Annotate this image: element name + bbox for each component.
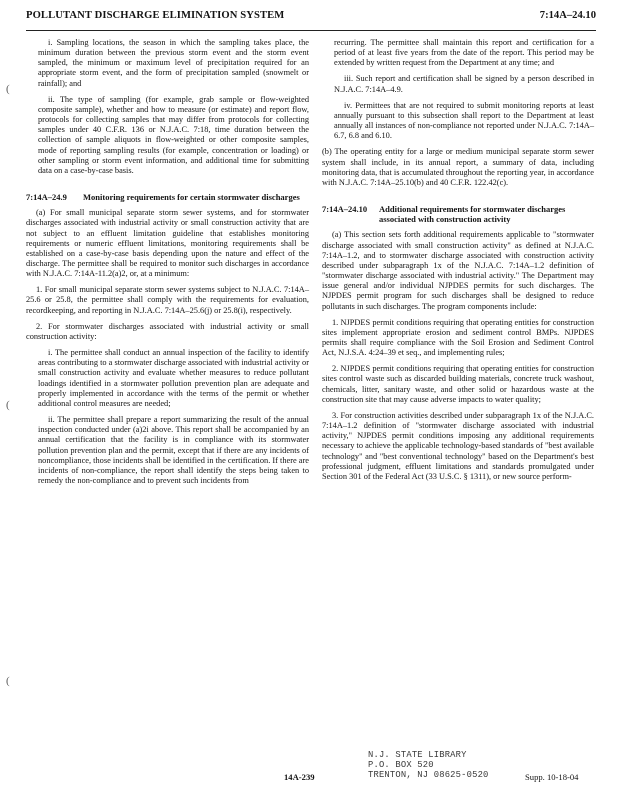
left-column: [26, 38, 309, 492]
paragraph-1: 1. NJPDES permit conditions requiring that operating entities for construction sites implement appropriate erosion and sediment control BMPs. NJPDES permits shall require compliance with the Soil Erosion and Sediment Control Act, N.J.S.A. 4:24–39 et seq., and implementing rules;: [322, 317, 594, 358]
margin-mark-icon: (: [6, 399, 10, 411]
header-section-number: 7:14A–24.10: [539, 10, 596, 21]
stamp-line: N.J. STATE LIBRARY: [368, 750, 467, 760]
paragraph-2-ii: ii. The permittee shall prepare a report summarizing the result of the annual inspection conducted under (a)2i above. This report shall be accompanied by an annual certification that the facility is in compliance with its stormwater pollution prevention plan and the permit, except that if there are any incidents of noncompliance, those incidents shall be identified in the certification. If there are incidents of non-compliance, the report shall identify the steps being taken to remedy the non-compliance and to prevent such incidents from: [38, 415, 309, 485]
stamp-line: P.O. BOX 520: [368, 760, 434, 770]
paragraph-2: 2. NJPDES permit conditions requiring that operating entities for construction sites control waste such as discarded building materials, concrete truck washout, chemicals, litter, sanitary waste, and other solid or hazardous waste at the construction site that may cause adverse impacts to water quality;: [322, 364, 594, 404]
section-heading-24-10: [322, 204, 594, 224]
paragraph-1: 1. For small municipal separate storm sewer systems subject to N.J.A.C. 7:14A–25.6 or 25.8, the permittee shall comply with the requirements for evaluation, recordkeeping, and reporting in N.J.A.C. 7:14A–25.6(j) or 25.8(i), respectively.: [26, 285, 309, 315]
paragraph-sampling-type: ii. The type of sampling (for example, grab sample or flow-weighted composite sample), whether and how to measure (or estimate) and report flow, protocols for collecting samples that may differ from protocols for collecting samples under 40 C.F.R. 136 or N.J.A.C. 7:18, time duration between the collection of sample aliquots in flow-weighted or other composite samples, mode of reporting sampling results (for example, concentration or loading) or other sampling or storm event information, and additional time for submitting data on a case-by-case basis.: [38, 94, 309, 175]
section-heading-24-9: [26, 192, 309, 202]
header-title: POLLUTANT DISCHARGE ELIMINATION SYSTEM: [26, 10, 285, 21]
paragraph-a: (a) For small municipal separate storm sewer systems, and for stormwater discharges associated with industrial activity or small construction activity that are not subject to an effluent limitation guideline that establishes monitoring requirements or numeric effluent limitations, monitoring requirements shall be established on a case-by-case basis depending upon the nature and effect of the discharge. The permittee shall be required to monitor such discharges in accordance with N.J.A.C. 7:14A-11.2(a)2, or, at a minimum:: [26, 208, 309, 279]
stamp-line: TRENTON, NJ 08625-0520: [368, 770, 489, 780]
paragraph-2: 2. For stormwater discharges associated with industrial activity or small construction activity:: [26, 321, 309, 341]
supplement-date: Supp. 10-18-04: [525, 772, 579, 782]
paragraph-b: (b) The operating entity for a large or medium municipal separate storm sewer system shall include, in its annual report, a summary of data, including monitoring data, that is accumulated throughout the reporting year, in accordance with N.J.A.C. 7:14A–25.10(b) and 40 C.F.R. 122.42(c).: [322, 147, 594, 187]
section-number: 7:14A–24.9: [26, 192, 67, 203]
paragraph-continued: recurring. The permittee shall maintain this report and certification for a period of at least five years from the date of the report. This period may be extended by written request from the Department at any time; and: [334, 38, 594, 68]
section-title: Monitoring requirements for certain stormwater discharges: [83, 192, 300, 203]
right-column: [322, 38, 594, 488]
header-rule: [26, 30, 596, 31]
margin-mark-icon: (: [6, 83, 10, 95]
margin-mark-icon: (: [6, 675, 10, 687]
page-footer: [0, 748, 618, 798]
section-title: Additional requirements for stormwater discharges associated with construction activity: [379, 204, 566, 225]
section-number: 7:14A–24.10: [322, 204, 368, 215]
paragraph-iv: iv. Permittees that are not required to submit monitoring reports at least annually pursuant to this subsection shall report to the Department at least annually all instances of non-compliance not reported under N.J.A.C. 7:14A–6.7, 6.8 and 6.10.: [334, 100, 594, 141]
paragraph-iii: iii. Such report and certification shall be signed by a person described in N.J.A.C. 7:14A–4.9.: [334, 74, 594, 94]
page-number: 14A-239: [284, 772, 315, 782]
paragraph-sampling-locations: i. Sampling locations, the season in which the sampling takes place, the minimum duration between the previous storm event and the storm event sampled, the minimum or maximum level of precipitation required for an appropriate storm event, and the form of precipitation sampled (snowmelt or rainfall); and: [38, 38, 309, 88]
paragraph-3: 3. For construction activities described under subparagraph 1x of the N.J.A.C. 7:14A–1.2 definition of "stormwater discharge associated with industrial activity," NJPDES permit conditions imposing any additional requirements necessary to achieve the applicable technology-based standards of "best available technology" and "best conventional technology" based on the Department's best professional judgment, effluent limitations and standards promulgated under Section 301 of the Federal Act (33 U.S.C. § 1311), or new source perform-: [322, 410, 594, 481]
library-stamp: [368, 750, 489, 780]
paragraph-2-i: i. The permittee shall conduct an annual inspection of the facility to identify areas contributing to a stormwater discharge associated with industrial activity or small construction activity and evaluate whether measures to reduce pollutant loadings identified in a stormwater pollution prevention plan are adequate and properly implemented in accordance with the terms of the permit or whether additional control measures are needed;: [38, 348, 309, 408]
running-header: [26, 10, 596, 26]
paragraph-a: (a) This section sets forth additional requirements applicable to "stormwater discharge associated with small construction activity" as defined at N.J.A.C. 7:14A–1.2, and to stormwater discharge associated with construction activity described under subparagraph 1x of the N.J.A.C. 7:14A–1.2 definition of "stormwater discharge associated with industrial activity." The Department may issue general and/or individual NJPDES permits for such discharges. The NJPDES permit program for such discharges shall be designed to reduce pollutants in such discharges. The program components include:: [322, 230, 594, 311]
